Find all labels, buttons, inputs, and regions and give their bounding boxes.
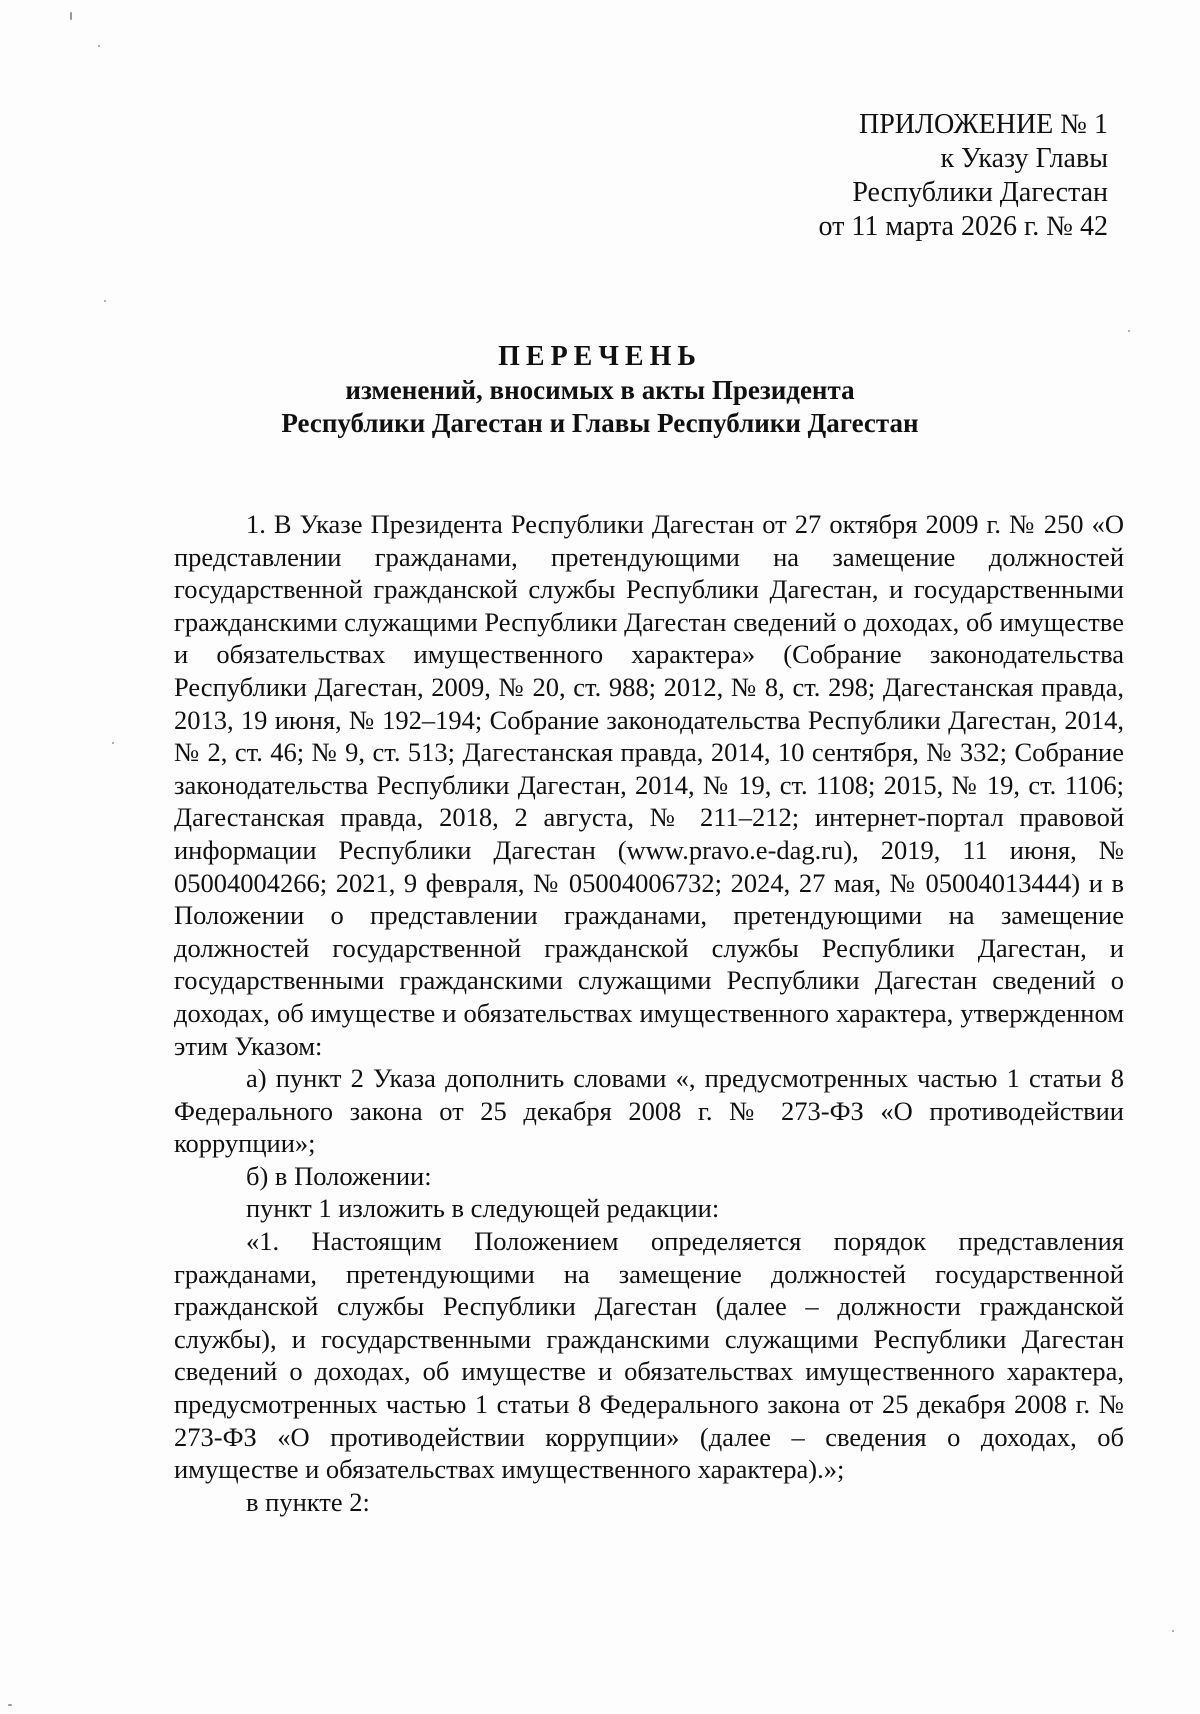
- appendix-line-4: от 11 марта 2026 г. № 42: [818, 211, 1108, 242]
- scan-speck: [1172, 1630, 1174, 1632]
- appendix-line-2: к Указу Главы: [940, 143, 1108, 174]
- scan-speck: [104, 300, 106, 302]
- scan-speck: [70, 12, 72, 20]
- scan-speck: [112, 742, 114, 744]
- paragraph-point-1-text: «1. Настоящим Положением определяется порядок представления гражданами, претендующими на замещение должностей государственной гражданской службы Республики Дагестан (далее – должности гражданской службы), и государственными гражданскими служащими Республики Дагестан сведений о доходах, об имуществе и обязательствах имущественного характера, предусмотренных частью 1 статьи 8 Федерального закона от 25 декабря 2008 г. № 273-ФЗ «О противодействии коррупции» (далее – сведения о доходах, об имуществе и обязательствах имущественного характера).»;: [174, 1226, 1124, 1485]
- appendix-line-1: ПРИЛОЖЕНИЕ № 1: [859, 109, 1108, 140]
- title-subtitle-line-1: изменений, вносимых в акты Президента: [345, 375, 855, 405]
- document-body: [174, 508, 1124, 1518]
- appendix-line-3: Республики Дагестан: [852, 177, 1108, 208]
- paragraph-a: а) пункт 2 Указа дополнить словами «, предусмотренных частью 1 статьи 8 Федерального закона от 25 декабря 2008 г. № 273-ФЗ «О противодействии коррупции»;: [174, 1063, 1124, 1159]
- appendix-header: [819, 108, 1108, 244]
- document-title: [0, 340, 1200, 440]
- scan-speck: [1128, 330, 1130, 332]
- scan-speck: [8, 1704, 12, 1706]
- title-main: ПЕРЕЧЕНЬ: [498, 341, 702, 372]
- paragraph-1: 1. В Указе Президента Республики Дагестан от 27 октября 2009 г. № 250 «О представлении гражданами, претендующими на замещение должностей государственной гражданской службы Республики Дагестан, и государственными гражданскими служащими Республики Дагестан сведений о доходах, об имуществе и обязательствах имущественного характера» (Собрание законодательства Республики Дагестан, 2009, № 20, ст. 988; 2012, № 8, ст. 298; Дагестанская правда, 2013, 19 июня, № 192–194; Собрание законодательства Республики Дагестан, 2014, № 2, ст. 46; № 9, ст. 513; Дагестанская правда, 2014, 10 сентября, № 332; Собрание законодательства Республики Дагестан, 2014, № 19, ст. 1108; 2015, № 19, ст. 1106; Дагестанская правда, 2018, 2 августа, № 211–212; интернет-портал правовой информации Республики Дагестан (www.pravo.e-dag.ru), 2019, 11 июня, № 05004004266; 2021, 9 февраля, № 05004006732; 2024, 27 мая, № 05004013444) и в Положении о представлении гражданами, претендующими на замещение должностей государственной гражданской службы Республики Дагестан, и государственными гражданскими служащими Республики Дагестан сведений о доходах, об имуществе и обязательствах имущественного характера, утвержденном этим Указом:: [174, 509, 1124, 1061]
- paragraph-point-1-intro: пункт 1 изложить в следующей редакции:: [246, 1193, 720, 1224]
- title-subtitle-line-2: Республики Дагестан и Главы Республики Дагестан: [281, 408, 919, 438]
- paragraph-point-2-intro: в пункте 2:: [246, 1486, 370, 1517]
- paragraph-b: б) в Положении:: [246, 1160, 432, 1191]
- scan-speck: [98, 45, 100, 47]
